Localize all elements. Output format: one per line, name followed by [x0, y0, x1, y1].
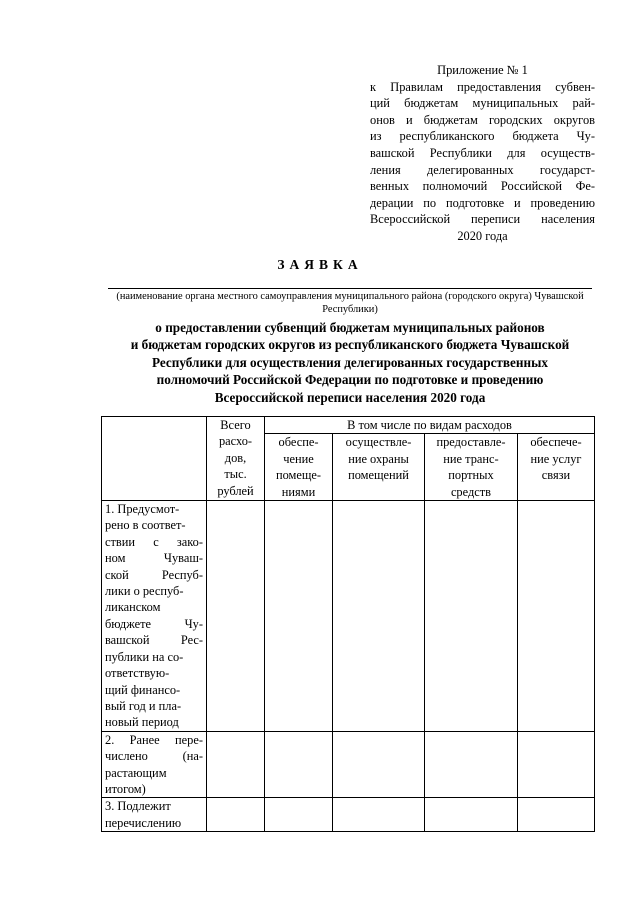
label-line: перечислению: [105, 815, 182, 830]
subject-line: и бюджетам городских округов из республиканского бюджета Чувашской: [130, 337, 570, 353]
appendix-line: к Правилам предоставления субвен-: [370, 79, 595, 94]
appendix-number: Приложение № 1: [437, 63, 528, 77]
appendix-block: [370, 62, 595, 245]
header-premises: [265, 434, 333, 501]
header-line: ние услуг: [530, 451, 582, 466]
header-line: осуществле-: [345, 435, 412, 450]
label-line: 1. Предусмот-: [105, 502, 180, 517]
label-line: щий финансо-: [105, 682, 181, 697]
label-line: ответствую-: [105, 666, 170, 681]
label-line: 2. Ранее пере-: [105, 732, 203, 747]
appendix-line: ления делегированных государст-: [370, 162, 595, 177]
table-cell-communications: [518, 731, 595, 798]
row-label-to-transfer: [102, 798, 207, 832]
table-cell-communications: [518, 501, 595, 732]
label-line: ствии с зако-: [105, 534, 203, 549]
header-line: дов,: [224, 450, 247, 465]
subject-line: полномочий Российской Федерации по подготовке и проведению: [156, 372, 544, 388]
header-line: ние охраны: [348, 451, 409, 466]
table-cell-security: [333, 501, 425, 732]
header-security: [333, 434, 425, 501]
appendix-line: дерации по подготовке и проведению: [370, 195, 595, 210]
header-line: обеспе-: [278, 435, 319, 450]
appendix-line: ций бюджетам муниципальных рай-: [370, 96, 595, 111]
label-line: рено в соответ-: [105, 518, 186, 533]
header-transport: [425, 434, 518, 501]
header-line: ниями: [281, 484, 316, 499]
table-cell-communications: [518, 798, 595, 832]
appendix-line: онов и бюджетам городских округов: [370, 112, 595, 127]
table-row: [102, 501, 595, 732]
appendix-text: [370, 79, 595, 228]
table-row: [102, 731, 595, 798]
table-cell-transport: [425, 731, 518, 798]
label-line: ликанском: [105, 600, 161, 615]
label-line: растающим: [105, 765, 167, 780]
request-subject: [90, 319, 610, 406]
label-line: публики на со-: [105, 649, 184, 664]
table-row: [102, 798, 595, 832]
table-header-row: [102, 417, 595, 434]
header-total: [207, 417, 265, 501]
label-line: числено (на-: [105, 749, 203, 764]
header-line: тыс.: [224, 467, 247, 482]
document-title: ЗАЯВКА: [277, 257, 363, 272]
label-line: новый период: [105, 715, 179, 730]
appendix-line: вашской Республики для осуществ-: [370, 145, 595, 160]
row-label-planned: [102, 501, 207, 732]
header-line: предоставле-: [436, 435, 506, 450]
table-cell-total: [207, 798, 265, 832]
organization-blank-line: [108, 288, 592, 289]
header-line: портных: [448, 468, 494, 483]
appendix-year: 2020 года: [457, 228, 508, 243]
header-line: ние транс-: [443, 451, 499, 466]
header-empty-cell: [102, 417, 207, 501]
table-cell-total: [207, 501, 265, 732]
label-line: лики о респуб-: [105, 584, 184, 599]
header-line: чение: [283, 451, 314, 466]
table-cell-total: [207, 731, 265, 798]
header-communications: [518, 434, 595, 501]
appendix-line: венных полномочий Российской Фе-: [370, 179, 595, 194]
label-line: ном Чуваш-: [105, 551, 203, 566]
header-line: средств: [450, 484, 492, 499]
table-cell-security: [333, 731, 425, 798]
row-label-transferred: [102, 731, 207, 798]
header-line: связи: [541, 468, 571, 483]
subject-line: о предоставлении субвенций бюджетам муниципальных районов: [155, 320, 545, 335]
header-line: обеспече-: [530, 435, 582, 450]
label-line: вый год и пла-: [105, 698, 182, 713]
subject-line: Всероссийской переписи населения 2020 года: [214, 389, 486, 405]
appendix-line: из республиканского бюджета Чу-: [370, 129, 595, 144]
label-line: 3. Подлежит: [105, 799, 171, 814]
label-line: итогом): [105, 781, 146, 796]
expenses-table: [101, 416, 595, 832]
label-line: вашской Рес-: [105, 633, 203, 648]
table-cell-transport: [425, 798, 518, 832]
header-line: расхо-: [218, 434, 253, 449]
header-group: В том числе по видам расходов: [265, 417, 595, 434]
table-cell-security: [333, 798, 425, 832]
appendix-line: Всероссийской переписи населения: [370, 212, 595, 227]
table-cell-premises: [265, 798, 333, 832]
table-cell-premises: [265, 501, 333, 732]
label-line: ской Респуб-: [105, 567, 203, 582]
table-cell-premises: [265, 731, 333, 798]
header-line: Всего: [220, 418, 251, 432]
table-cell-transport: [425, 501, 518, 732]
label-line: бюджете Чу-: [105, 616, 203, 631]
header-line: помеще-: [275, 468, 322, 483]
header-line: рублей: [217, 483, 254, 498]
organization-caption: (наименование органа местного самоуправления муниципального района (городского округа) Чувашской Республики): [116, 291, 584, 315]
subject-line: Республики для осуществления делегированных государственных: [152, 354, 548, 370]
header-line: помещений: [348, 468, 409, 483]
